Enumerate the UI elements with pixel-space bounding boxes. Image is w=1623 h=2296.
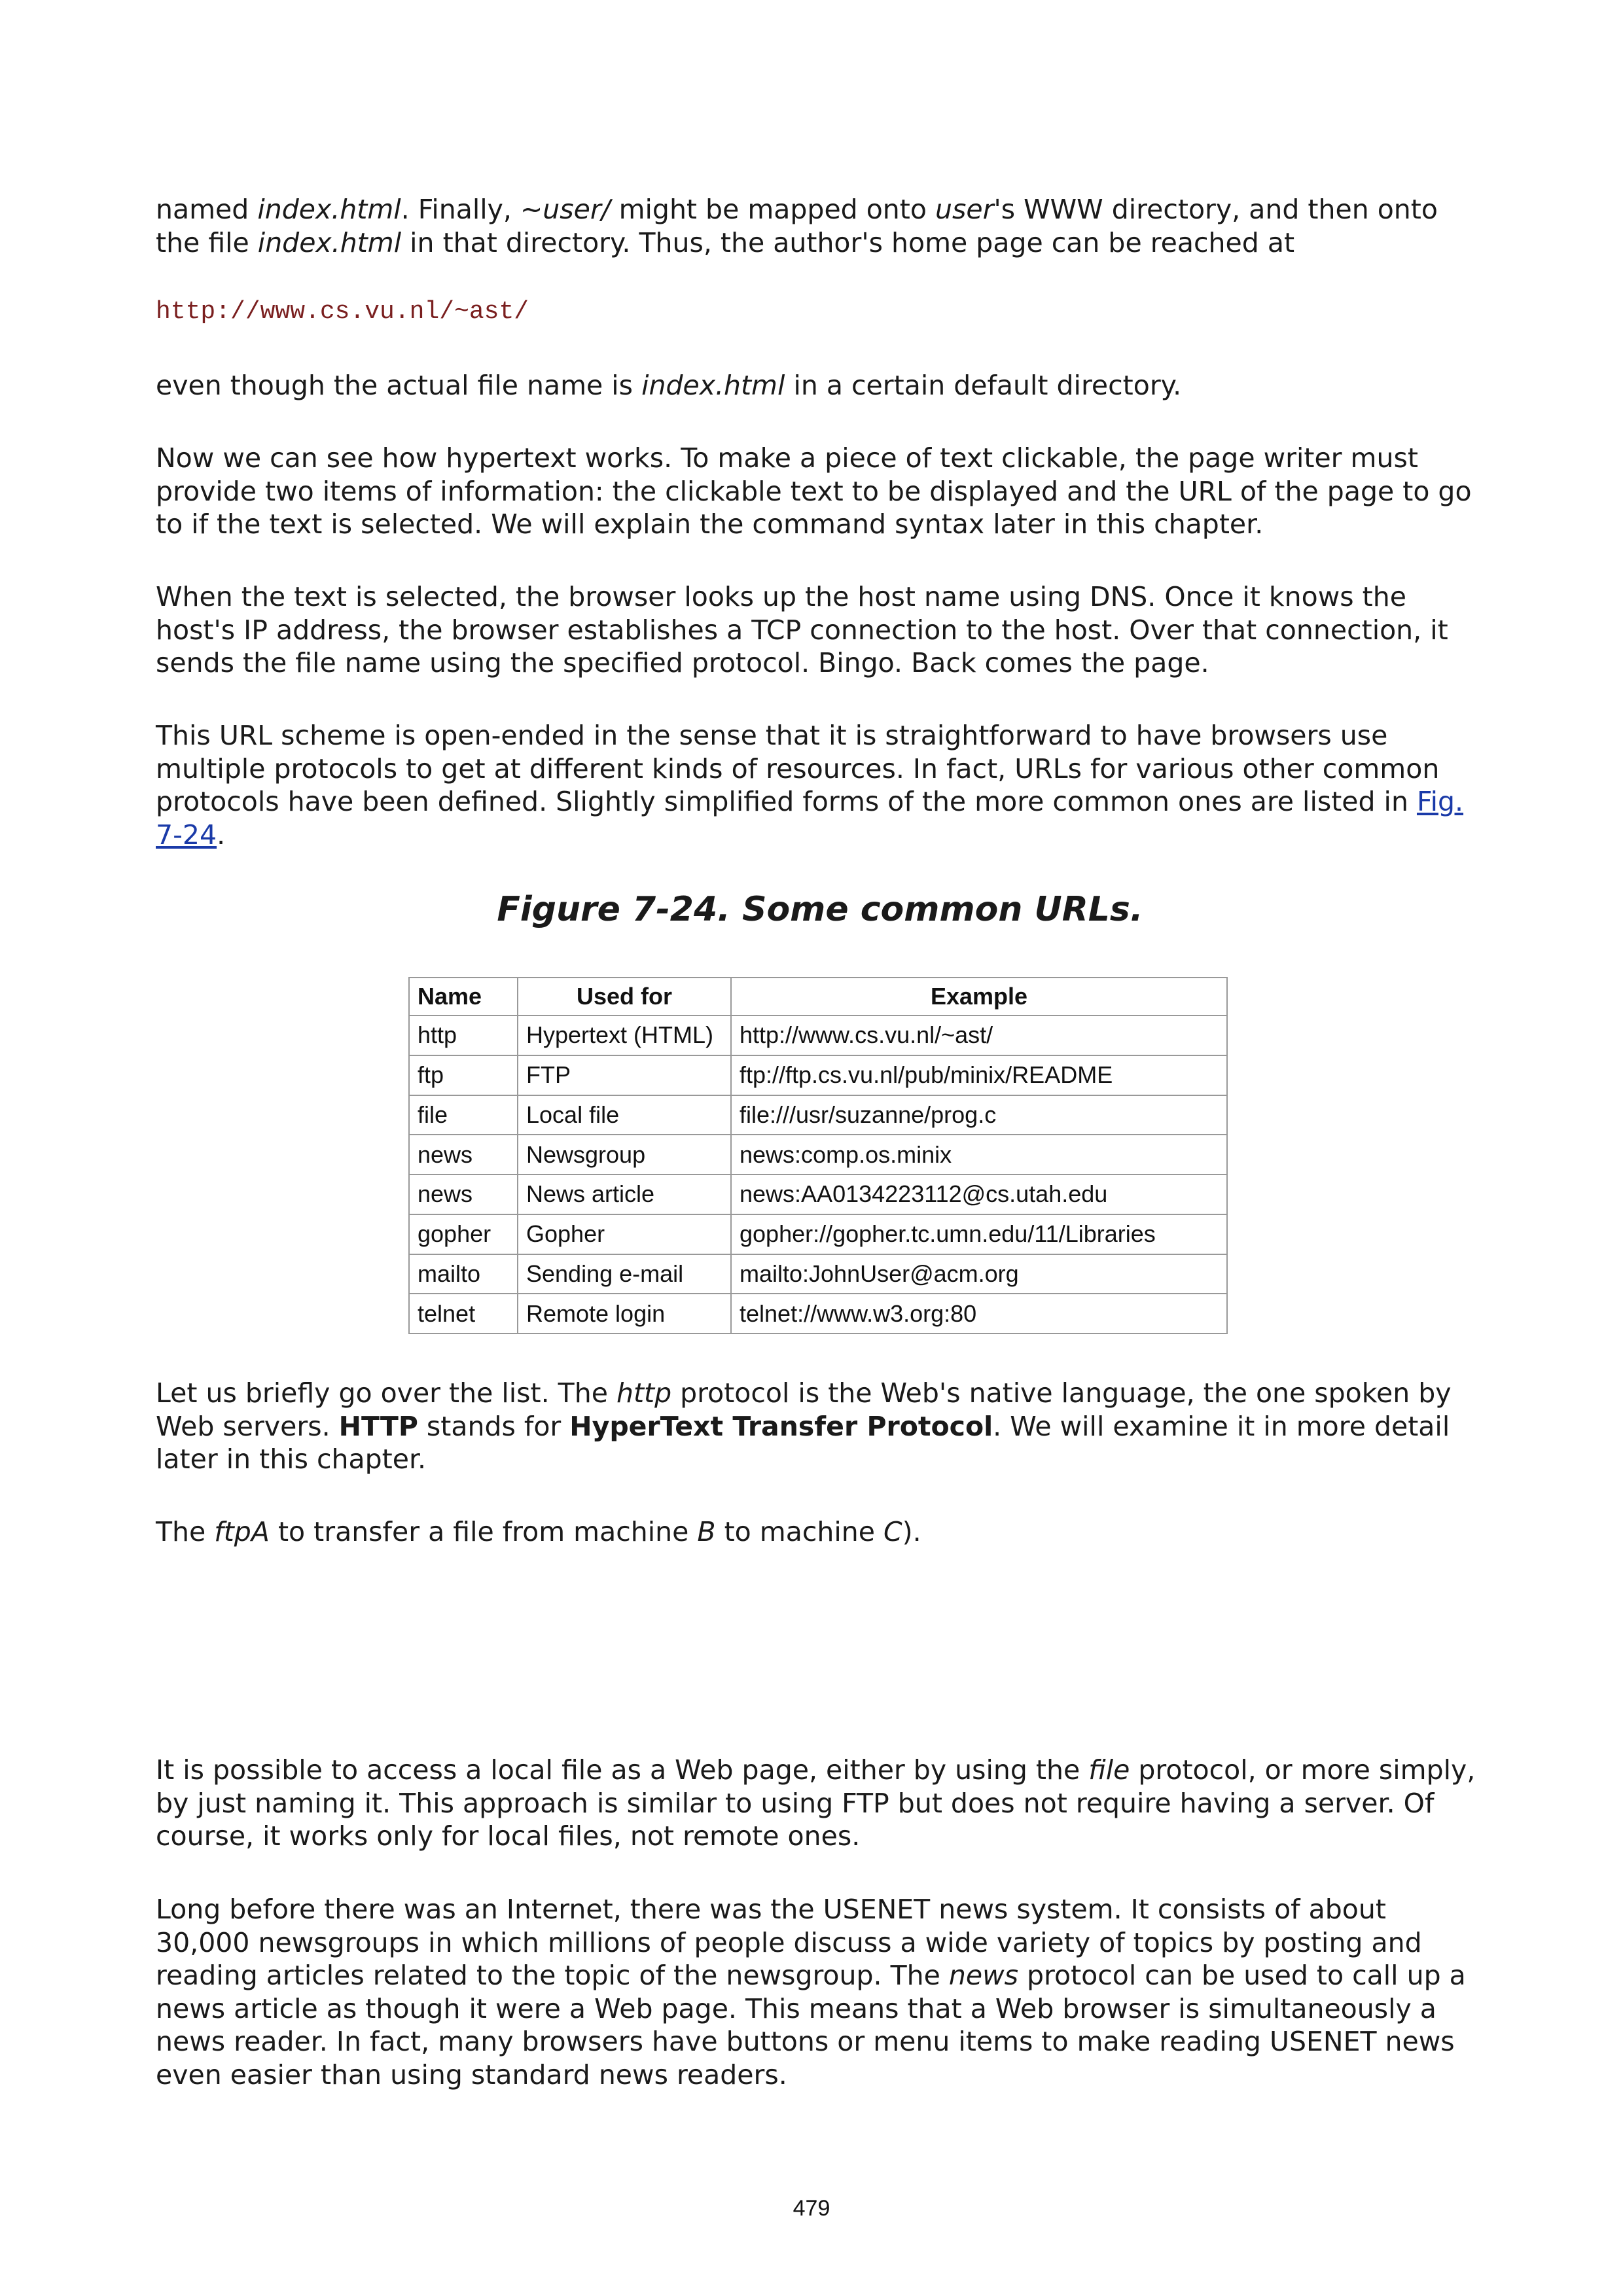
cell-example: http://www.cs.vu.nl/~ast/ [731,1016,1227,1055]
paragraph-usenet: Long before there was an Internet, there was the USENET news system. It consists of about 30,000 newsgroups in which millions of people discuss a wide variety of topics by posting and reading articles related to the topic of the newsgroup. The news protocol can be used to call up a news article as though it were a Web page. This means that a Web browser is simultaneously a news reader. In fact, many browsers have buttons or menu items to make reading USENET news even easier than using standard news readers. [156,1894,1466,2091]
col-header-example: Example [731,978,1227,1016]
paragraph-index-html: named index.html. Finally, ~user/ might be mapped onto user's WWW directory, and then onto the file index.html in that directory. Thus, the author's home page can be reached at [156,194,1438,258]
cell-example: news:comp.os.minix [731,1135,1227,1174]
figure-link[interactable]: Fig. 7-24 [156,786,1464,851]
cell-example: mailto:JohnUser@acm.org [731,1254,1227,1294]
cell-name: http [409,1016,518,1055]
cell-name: telnet [409,1294,518,1333]
col-header-used-for: Used for [518,978,731,1016]
paragraph-http: Let us briefly go over the list. The http protocol is the Web's native language, the one spoken by Web servers. HTTP stands for HyperText Transfer Protocol. We will examine it in more detail later in this chapter. [156,1377,1452,1475]
table-body [409,1016,1227,1333]
cell-example: ftp://ftp.cs.vu.nl/pub/minix/README [731,1055,1227,1095]
paragraph-url-scheme: This URL scheme is open-ended in the sense that it is straightforward to have browsers use multiple protocols to get at different kinds of resources. In fact, URLs for various other common protocols have been defined. Slightly simplified forms of the more common ones are listed in Fig. 7-24. [156,720,1464,851]
table-row [409,1214,1227,1254]
table-row [409,1055,1227,1095]
url-table [408,977,1228,1334]
cell-used-for: Local file [518,1095,731,1135]
paragraph-local-file: It is possible to access a local file as a Web page, either by using the file protocol, or more simply, by just naming it. This approach is similar to using FTP but does not require having a server. Of course, it works only for local files, not remote ones. [156,1754,1476,1852]
cell-example: news:AA0134223112@cs.utah.edu [731,1174,1227,1214]
cell-example: gopher://gopher.tc.umn.edu/11/Libraries [731,1214,1227,1254]
table-row [409,1174,1227,1214]
cell-used-for: News article [518,1174,731,1214]
paragraph-text-selected: When the text is selected, the browser looks up the host name using DNS. Once it knows the host's IP address, the browser establishes a TCP connection to the host. Over that connection, it sends the file name using the specified protocol. Bingo. Back comes the page. [156,581,1448,679]
table-row [409,1294,1227,1333]
table-row [409,1254,1227,1294]
figure-title: Figure 7-24. Some common URLs. [497,890,1143,929]
cell-name: mailto [409,1254,518,1294]
paragraph-ftp: The ftpA to transfer a file from machine B to machine C). [156,1516,921,1547]
cell-example: file:///usr/suzanne/prog.c [731,1095,1227,1135]
cell-name: news [409,1174,518,1214]
paragraph-actual-file: even though the actual file name is index.html in a certain default directory. [156,370,1182,401]
cell-name: gopher [409,1214,518,1254]
table-row [409,1095,1227,1135]
cell-name: ftp [409,1055,518,1095]
table-row [409,1135,1227,1174]
cell-name: file [409,1095,518,1135]
cell-used-for: Sending e-mail [518,1254,731,1294]
cell-name: news [409,1135,518,1174]
col-header-name: Name [409,978,518,1016]
cell-example: telnet://www.w3.org:80 [731,1294,1227,1333]
cell-used-for: Gopher [518,1214,731,1254]
cell-used-for: Remote login [518,1294,731,1333]
cell-used-for: FTP [518,1055,731,1095]
page-number: 479 [793,2196,830,2221]
code-url: http://www.cs.vu.nl/~ast/ [156,298,529,326]
table-header-row [409,978,1227,1016]
cell-used-for: Newsgroup [518,1135,731,1174]
cell-used-for: Hypertext (HTML) [518,1016,731,1055]
paragraph-hypertext-works: Now we can see how hypertext works. To make a piece of text clickable, the page writer must provide two items of information: the clickable text to be displayed and the URL of the page to go to if the text is selected. We will explain the command syntax later in this chapter. [156,442,1472,540]
table-row [409,1016,1227,1055]
